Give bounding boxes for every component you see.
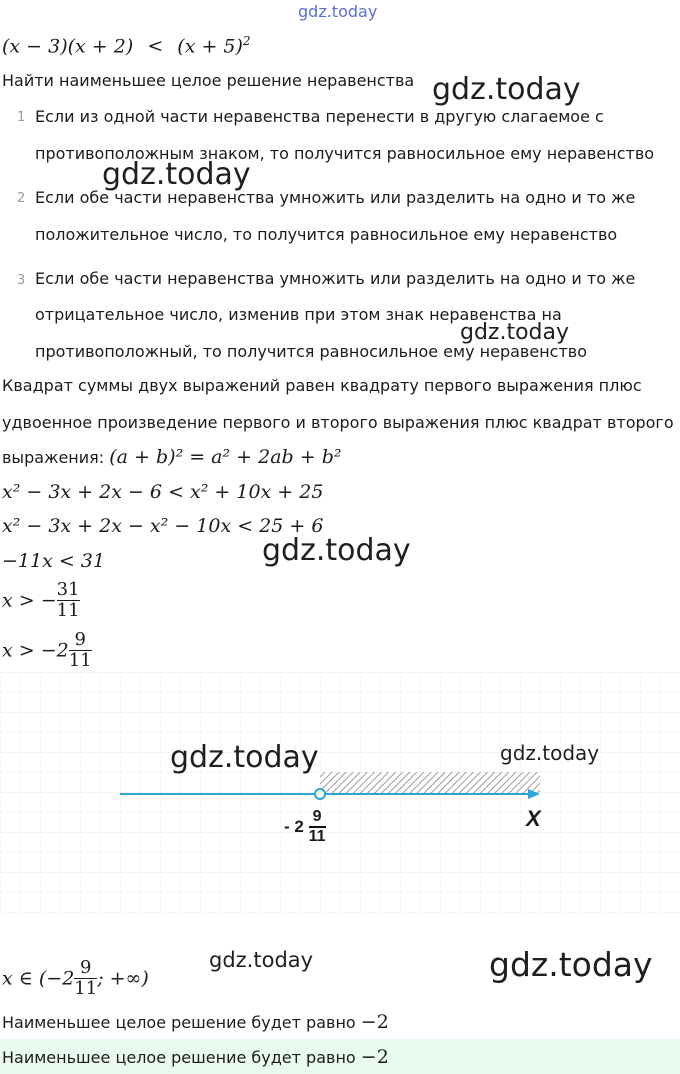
- watermark: gdz.today: [170, 740, 319, 775]
- fraction-numerator: 9: [74, 629, 86, 650]
- point-label-denominator: 11: [308, 828, 326, 845]
- watermark: gdz.today: [298, 2, 378, 21]
- highlight-answer-text: Наименьшее целое решение будет равно: [2, 1048, 356, 1067]
- number-line-figure: [0, 672, 680, 917]
- answer-text: Наименьшее целое решение будет равно: [2, 1013, 356, 1032]
- fraction: [69, 630, 92, 671]
- axis-label: X: [526, 806, 541, 831]
- rule-text: Если обе части неравенства умножить или разделить на одно и то же: [35, 188, 636, 207]
- inequality-sign: <: [147, 35, 164, 58]
- fraction-numerator: 31: [56, 579, 80, 600]
- square-rule-text: удвоенное произведение первого и второго выражения плюс квадрат второго: [2, 413, 674, 432]
- watermark: gdz.today: [209, 948, 314, 972]
- solution-step: x² − 3x + 2x − 6 < x² + 10x + 25: [2, 481, 324, 503]
- solution-step: [2, 630, 92, 671]
- answer-interval: [2, 958, 149, 999]
- solution-step: [2, 580, 80, 621]
- highlight-answer-value: −2: [360, 1046, 389, 1068]
- highlight-answer-line: [2, 1046, 389, 1068]
- fraction: [74, 958, 97, 999]
- rule-text: противоположный, то получится равносильное ему неравенство: [35, 342, 587, 361]
- step-prefix: x > −2: [2, 639, 69, 662]
- problem-inequality: [2, 34, 251, 57]
- watermark: gdz.today: [489, 945, 653, 984]
- fraction-denominator: 11: [56, 600, 80, 621]
- answer-line: [2, 1011, 389, 1033]
- rule-text: отрицательное число, изменив при этом знак неравенства на: [35, 305, 562, 324]
- interval-suffix: ; +∞): [97, 967, 149, 990]
- rule-number: 3: [17, 273, 26, 288]
- fraction-numerator: 9: [80, 957, 92, 978]
- step-prefix: x > −: [2, 589, 57, 612]
- square-rule-text: Квадрат суммы двух выражений равен квадрату первого выражения плюс: [2, 376, 642, 395]
- watermark: gdz.today: [500, 741, 600, 765]
- rule-text: Если обе части неравенства умножить или разделить на одно и то же: [35, 269, 636, 288]
- inequality-left: (x − 3)(x + 2): [2, 35, 134, 58]
- point-label-fraction: [309, 808, 326, 846]
- rule-text: Если из одной части неравенства перенести в другую слагаемое с: [35, 107, 604, 126]
- fraction-denominator: 11: [74, 978, 98, 999]
- watermark: gdz.today: [262, 533, 411, 568]
- inequality-exponent: 2: [242, 34, 251, 48]
- rule-text: положительное число, то получится равносильное ему неравенство: [35, 225, 618, 244]
- solution-hatch: [320, 772, 540, 793]
- watermark: gdz.today: [460, 320, 570, 345]
- square-rule-label: выражения:: [2, 448, 105, 467]
- fraction-denominator: 11: [68, 650, 92, 671]
- solution-step: x² − 3x + 2x − x² − 10x < 25 + 6: [2, 515, 324, 537]
- square-rule-formula-line: [2, 446, 341, 468]
- open-point: [315, 789, 325, 799]
- inequality-right: (x + 5): [177, 35, 243, 58]
- task-text: Найти наименьшее целое решение неравенства: [2, 71, 415, 90]
- watermark: gdz.today: [102, 157, 251, 192]
- square-formula: (a + b)² = a² + 2ab + b²: [109, 446, 342, 468]
- point-label-numerator: 9: [312, 808, 322, 825]
- solution-step: −11x < 31: [2, 550, 105, 572]
- watermark: gdz.today: [432, 72, 581, 107]
- point-label-whole: - 2: [284, 817, 304, 836]
- fraction: [57, 580, 80, 621]
- point-label: [284, 808, 326, 846]
- answer-value: −2: [360, 1011, 389, 1033]
- interval-prefix: x ∈ (−2: [2, 967, 75, 990]
- rule-text: противоположным знаком, то получится равносильное ему неравенство: [35, 144, 655, 163]
- rule-number: 1: [17, 110, 26, 125]
- rule-number: 2: [17, 191, 26, 206]
